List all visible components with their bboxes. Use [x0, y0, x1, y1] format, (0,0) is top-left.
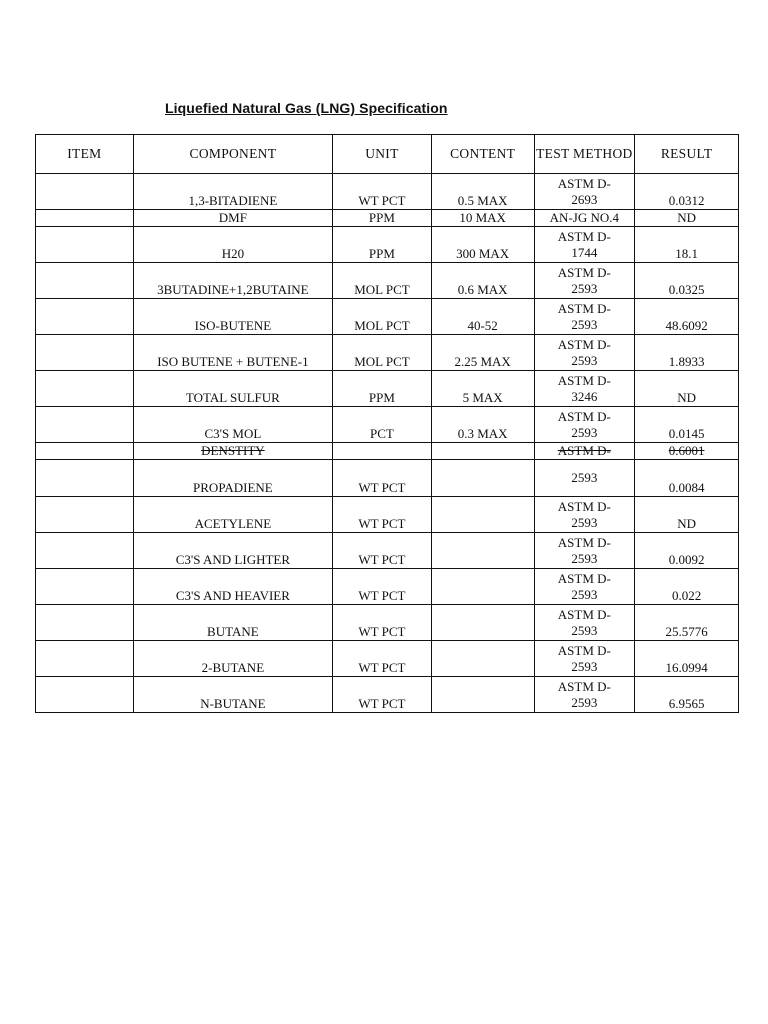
table-row — [36, 443, 739, 460]
test-method-line1: ASTM D- — [557, 372, 611, 388]
item-cell — [36, 641, 134, 677]
item-cell — [36, 460, 134, 497]
unit-cell: WT PCT — [333, 497, 432, 533]
item-cell — [36, 677, 134, 713]
test-method-line1: ASTM D- — [557, 228, 611, 244]
test-method-line1: ASTM D- — [557, 443, 611, 458]
unit-cell: WT PCT — [333, 174, 432, 210]
component-cell: C3'S AND LIGHTER — [133, 533, 332, 569]
result-cell: 0.0092 — [635, 533, 739, 569]
test-method-cell — [534, 443, 635, 460]
test-method-cell — [534, 460, 635, 497]
unit-cell: PPM — [333, 210, 432, 227]
component-cell: TOTAL SULFUR — [133, 371, 332, 407]
result-cell: 48.6092 — [635, 299, 739, 335]
header-test-method-line2: METHOD — [573, 146, 633, 161]
unit-cell: WT PCT — [333, 677, 432, 713]
content-cell: 5 MAX — [431, 371, 534, 407]
test-method-cell — [534, 263, 635, 299]
test-method-cell — [534, 335, 635, 371]
table-row — [36, 641, 739, 677]
unit-cell: PCT — [333, 407, 432, 443]
test-method-line1: ASTM D- — [557, 408, 611, 424]
component-cell: N-BUTANE — [133, 677, 332, 713]
test-method-cell — [534, 407, 635, 443]
unit-cell: WT PCT — [333, 533, 432, 569]
component-cell: 1,3-BITADIENE — [133, 174, 332, 210]
item-cell — [36, 210, 134, 227]
test-method-line2: 2593 — [571, 316, 598, 332]
table-row — [36, 335, 739, 371]
table-row — [36, 605, 739, 641]
table-row — [36, 371, 739, 407]
table-row — [36, 174, 739, 210]
test-method-line2: 2593 — [571, 424, 598, 440]
item-cell — [36, 174, 134, 210]
content-cell: 300 MAX — [431, 227, 534, 263]
test-method-line1: ASTM D- — [557, 642, 611, 658]
table-row — [36, 677, 739, 713]
table-row — [36, 569, 739, 605]
test-method-line1: AN-JG NO.4 — [549, 210, 620, 225]
unit-cell: MOL PCT — [333, 335, 432, 371]
item-cell — [36, 407, 134, 443]
content-cell — [431, 677, 534, 713]
test-method-cell — [534, 174, 635, 210]
item-cell — [36, 497, 134, 533]
result-cell: 1.8933 — [635, 335, 739, 371]
table-row — [36, 497, 739, 533]
table-row — [36, 533, 739, 569]
test-method-line1: ASTM D- — [557, 678, 611, 694]
spec-table — [35, 134, 739, 713]
test-method-line1: ASTM D- — [557, 336, 611, 352]
document-title: Liquefied Natural Gas (LNG) Specification — [165, 100, 448, 116]
header-test-method-line1: TEST — [536, 146, 570, 161]
test-method-cell — [534, 641, 635, 677]
test-method-cell — [534, 227, 635, 263]
component-cell: ISO BUTENE + BUTENE-1 — [133, 335, 332, 371]
header-row — [36, 135, 739, 174]
unit-cell: PPM — [333, 227, 432, 263]
content-cell: 0.6 MAX — [431, 263, 534, 299]
table-row — [36, 263, 739, 299]
component-cell: 3BUTADINE+1,2BUTAINE — [133, 263, 332, 299]
header-component: COMPONENT — [133, 135, 332, 174]
unit-cell: WT PCT — [333, 605, 432, 641]
header-unit: UNIT — [333, 135, 432, 174]
result-cell: ND — [635, 371, 739, 407]
item-cell — [36, 533, 134, 569]
component-cell: ISO-BUTENE — [133, 299, 332, 335]
component-cell: H20 — [133, 227, 332, 263]
result-cell: 6.9565 — [635, 677, 739, 713]
test-method-cell — [534, 210, 635, 227]
test-method-cell — [534, 569, 635, 605]
content-cell — [431, 569, 534, 605]
content-cell — [431, 460, 534, 497]
test-method-line1: ASTM D- — [557, 264, 611, 280]
content-cell — [431, 605, 534, 641]
test-method-line2: 2593 — [571, 658, 598, 674]
content-cell: 0.5 MAX — [431, 174, 534, 210]
result-cell: 0.6001 — [635, 443, 739, 460]
table-row — [36, 407, 739, 443]
result-cell: ND — [635, 210, 739, 227]
header-item: ITEM — [36, 135, 134, 174]
test-method-line2: 3246 — [571, 388, 598, 404]
unit-cell: WT PCT — [333, 460, 432, 497]
table-row — [36, 210, 739, 227]
item-cell — [36, 605, 134, 641]
table-row — [36, 299, 739, 335]
test-method-cell — [534, 677, 635, 713]
item-cell — [36, 299, 134, 335]
header-result: RESULT — [635, 135, 739, 174]
test-method-line2: 1744 — [571, 244, 598, 260]
content-cell — [431, 641, 534, 677]
test-method-line1: ASTM D- — [557, 175, 611, 191]
component-cell: C3'S AND HEAVIER — [133, 569, 332, 605]
unit-cell: MOL PCT — [333, 299, 432, 335]
result-cell: 18.1 — [635, 227, 739, 263]
test-method-cell — [534, 299, 635, 335]
component-cell: DENSTITY — [133, 443, 332, 460]
table-row — [36, 227, 739, 263]
result-cell: 0.0312 — [635, 174, 739, 210]
result-cell: 16.0994 — [635, 641, 739, 677]
test-method-line2: 2593 — [571, 586, 598, 602]
component-cell: DMF — [133, 210, 332, 227]
unit-cell: WT PCT — [333, 641, 432, 677]
unit-cell — [333, 443, 432, 460]
test-method-line2: 2693 — [571, 191, 598, 207]
test-method-line2: 2593 — [571, 694, 598, 710]
component-cell: ACETYLENE — [133, 497, 332, 533]
test-method-line2: 2593 — [571, 622, 598, 638]
result-cell: ND — [635, 497, 739, 533]
test-method-line1: ASTM D- — [557, 300, 611, 316]
item-cell — [36, 371, 134, 407]
content-cell — [431, 497, 534, 533]
item-cell — [36, 227, 134, 263]
test-method-cell — [534, 497, 635, 533]
test-method-cell — [534, 533, 635, 569]
result-cell: 0.0084 — [635, 460, 739, 497]
result-cell: 0.0325 — [635, 263, 739, 299]
test-method-line2: 2593 — [571, 470, 598, 485]
table-row — [36, 460, 739, 497]
result-cell: 0.022 — [635, 569, 739, 605]
test-method-line2: 2593 — [571, 514, 598, 530]
result-cell: 25.5776 — [635, 605, 739, 641]
component-cell: PROPADIENE — [133, 460, 332, 497]
component-cell: C3'S MOL — [133, 407, 332, 443]
item-cell — [36, 263, 134, 299]
result-cell: 0.0145 — [635, 407, 739, 443]
header-content: CONTENT — [431, 135, 534, 174]
test-method-line1: ASTM D- — [557, 606, 611, 622]
item-cell — [36, 443, 134, 460]
component-cell: BUTANE — [133, 605, 332, 641]
test-method-line2: 2593 — [571, 550, 598, 566]
content-cell: 40-52 — [431, 299, 534, 335]
test-method-cell — [534, 371, 635, 407]
test-method-line2: 2593 — [571, 352, 598, 368]
content-cell — [431, 443, 534, 460]
content-cell: 10 MAX — [431, 210, 534, 227]
component-cell: 2-BUTANE — [133, 641, 332, 677]
test-method-line1: ASTM D- — [557, 534, 611, 550]
item-cell — [36, 569, 134, 605]
test-method-line1: ASTM D- — [557, 570, 611, 586]
header-test-method — [534, 135, 635, 174]
content-cell: 2.25 MAX — [431, 335, 534, 371]
unit-cell: WT PCT — [333, 569, 432, 605]
content-cell — [431, 533, 534, 569]
unit-cell: MOL PCT — [333, 263, 432, 299]
content-cell: 0.3 MAX — [431, 407, 534, 443]
test-method-line2: 2593 — [571, 280, 598, 296]
item-cell — [36, 335, 134, 371]
test-method-line1: ASTM D- — [557, 498, 611, 514]
unit-cell: PPM — [333, 371, 432, 407]
test-method-cell — [534, 605, 635, 641]
